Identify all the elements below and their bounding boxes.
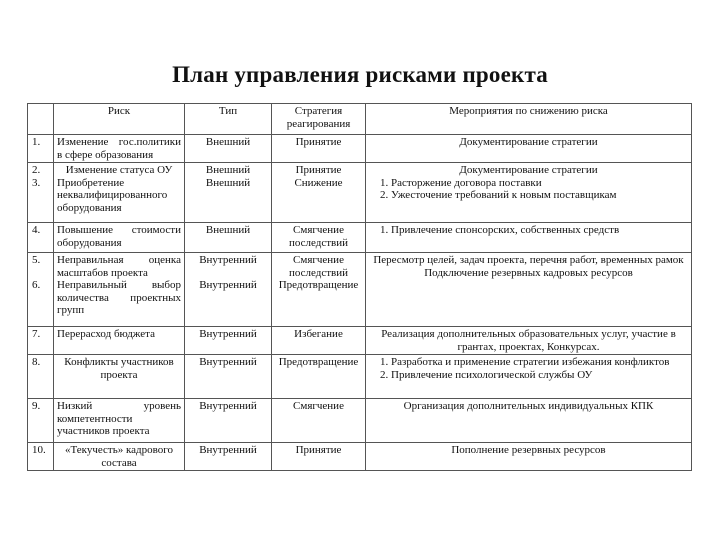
type-text-a: Внутренний xyxy=(199,254,257,266)
measures-cell: Организация дополнительных индивидуальных КПК xyxy=(366,399,692,443)
risk-text-b: Неправильный выбор количества проектных групп xyxy=(57,279,181,316)
risk-cell xyxy=(54,163,185,223)
measures-text-b: Подключение резервных кадровых ресурсов xyxy=(424,266,633,279)
risk-cell: «Текучесть» кадрового состава xyxy=(54,443,185,471)
header-strategy: Стратегия реагирования xyxy=(272,104,366,135)
row-number: 8. xyxy=(28,355,54,399)
risk-plan-table xyxy=(27,103,692,471)
measures-text-a: Пересмотр целей, задач проекта, перечня работ, временных рамок xyxy=(373,254,684,266)
type-cell xyxy=(185,163,272,223)
type-cell: Внутренний xyxy=(185,443,272,471)
measures-cell xyxy=(366,223,692,253)
strategy-cell: Избегание xyxy=(272,327,366,355)
type-cell: Внутренний xyxy=(185,327,272,355)
risk-text-b: Приобретение неквалифицированного оборудования xyxy=(57,176,168,214)
header-number xyxy=(28,104,54,135)
table-row xyxy=(28,253,692,327)
type-cell: Внешний xyxy=(185,223,272,253)
slide-title: План управления рисками проекта xyxy=(172,62,548,87)
type-text-b: Внешний xyxy=(205,176,251,189)
type-cell xyxy=(185,253,272,327)
list-item: 2. Ужесточение требований к новым поставщикам xyxy=(391,189,688,202)
strategy-cell: Принятие xyxy=(272,135,366,163)
type-text-b: Внутренний xyxy=(199,278,257,291)
measures-cell xyxy=(366,355,692,399)
risk-text-a: Изменение статуса ОУ xyxy=(65,164,173,176)
measures-cell xyxy=(366,253,692,327)
strategy-cell: Смягчение xyxy=(272,399,366,443)
table-row xyxy=(28,443,692,471)
measures-cell: Реализация дополнительных образовательных услуг, участие в грантах, проектах, Конкурсах. xyxy=(366,327,692,355)
row-number: 10. xyxy=(28,443,54,471)
risk-cell: Низкий уровень компетентности участников проекта xyxy=(54,399,185,443)
measures-text: Документирование стратегии xyxy=(459,164,598,176)
row-number xyxy=(28,253,54,327)
row-number: 9. xyxy=(28,399,54,443)
list-item: 1. Привлечение спонсорских, собственных средств xyxy=(391,224,688,237)
strategy-text-b: Предотвращение xyxy=(278,279,359,291)
table-row xyxy=(28,327,692,355)
header-measures: Мероприятия по снижению риска xyxy=(366,104,692,135)
type-cell: Внешний xyxy=(185,135,272,163)
type-cell: Внутренний xyxy=(185,399,272,443)
measures-list xyxy=(369,224,688,237)
row-number-b: 6. xyxy=(32,278,41,291)
strategy-text-a: Принятие xyxy=(295,164,342,176)
row-number-a: 5. xyxy=(32,254,41,266)
risk-cell: Конфликты участников проекта xyxy=(54,355,185,399)
strategy-cell: Принятие xyxy=(272,443,366,471)
list-item: 1. Расторжение договора поставки xyxy=(391,177,688,190)
measures-cell: Документирование стратегии xyxy=(366,135,692,163)
row-number: 1. xyxy=(28,135,54,163)
strategy-text-b: Снижение xyxy=(294,176,343,189)
row-number-b: 3. xyxy=(32,176,41,189)
row-number-a: 2. xyxy=(32,164,41,176)
header-risk: Риск xyxy=(54,104,185,135)
risk-cell: Повышение стоимости оборудования xyxy=(54,223,185,253)
table-row xyxy=(28,163,692,223)
list-item: 2. Привлечение психологической службы ОУ xyxy=(391,369,688,382)
type-text-a: Внешний xyxy=(205,164,251,176)
risk-text-a: Неправильная оценка масштабов проекта xyxy=(57,254,181,279)
measures-list xyxy=(369,177,688,202)
table-header-row xyxy=(28,104,692,135)
measures-list xyxy=(369,356,688,381)
strategy-cell xyxy=(272,163,366,223)
row-number: 4. xyxy=(28,223,54,253)
strategy-cell: Смягчение последствий xyxy=(272,223,366,253)
risk-cell: Изменение гос.политики в сфере образования xyxy=(54,135,185,163)
strategy-cell: Предотвращение xyxy=(272,355,366,399)
list-item: 1. Разработка и применение стратегии избежания конфликтов xyxy=(391,356,688,369)
strategy-cell xyxy=(272,253,366,327)
row-number xyxy=(28,163,54,223)
risk-cell xyxy=(54,253,185,327)
row-number: 7. xyxy=(28,327,54,355)
header-type: Тип xyxy=(185,104,272,135)
risk-cell: Перерасход бюджета xyxy=(54,327,185,355)
table-row xyxy=(28,355,692,399)
measures-cell: Пополнение резервных ресурсов xyxy=(366,443,692,471)
type-cell: Внутренний xyxy=(185,355,272,399)
table-row xyxy=(28,135,692,163)
table-row xyxy=(28,223,692,253)
risk-plan-table-wrapper xyxy=(27,103,691,471)
strategy-text-a: Смягчение последствий xyxy=(288,254,349,279)
measures-cell xyxy=(366,163,692,223)
table-row xyxy=(28,399,692,443)
